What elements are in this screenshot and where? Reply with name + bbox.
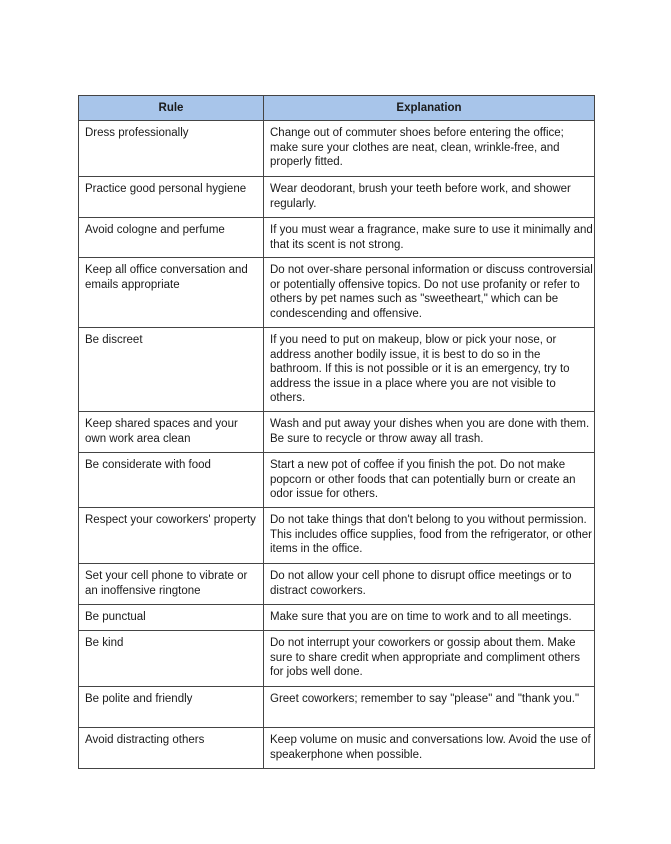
- etiquette-rules-table: [78, 95, 595, 769]
- rule-cell: Avoid cologne and perfume: [79, 218, 264, 258]
- table-row: [79, 564, 595, 605]
- explanation-cell: Wear deodorant, brush your teeth before work, and shower regularly.: [264, 177, 595, 218]
- explanation-cell: Do not allow your cell phone to disrupt office meetings or to distract coworkers.: [264, 564, 595, 605]
- rule-cell: Practice good personal hygiene: [79, 177, 264, 218]
- explanation-cell: Do not over-share personal information or discuss controversial or potentially offensive topics. Do not use profanity or refer to others by pet names such as "sweetheart," which can be condescending and offensive.: [264, 258, 595, 328]
- explanation-cell: If you must wear a fragrance, make sure to use it minimally and that its scent is not strong.: [264, 218, 595, 258]
- rule-cell: Keep all office conversation and emails appropriate: [79, 258, 264, 328]
- rule-cell: Be punctual: [79, 605, 264, 631]
- rule-cell: Respect your coworkers' property: [79, 508, 264, 564]
- rule-cell: Avoid distracting others: [79, 728, 264, 769]
- rule-cell: Dress professionally: [79, 121, 264, 177]
- table-row: [79, 412, 595, 453]
- rule-cell: Be kind: [79, 631, 264, 687]
- table-row: [79, 631, 595, 687]
- explanation-cell: Wash and put away your dishes when you are done with them. Be sure to recycle or throw away all trash.: [264, 412, 595, 453]
- table-row: [79, 177, 595, 218]
- rule-cell: Keep shared spaces and your own work area clean: [79, 412, 264, 453]
- table-header-row: [79, 96, 595, 121]
- table-row: [79, 508, 595, 564]
- explanation-cell: Make sure that you are on time to work and to all meetings.: [264, 605, 595, 631]
- table-row: [79, 687, 595, 728]
- explanation-cell: Greet coworkers; remember to say "please" and "thank you.": [264, 687, 595, 728]
- explanation-cell: Start a new pot of coffee if you finish the pot. Do not make popcorn or other foods that can potentially burn or create an odor issue for others.: [264, 453, 595, 508]
- table-row: [79, 728, 595, 769]
- table-row: [79, 605, 595, 631]
- rule-cell: Be polite and friendly: [79, 687, 264, 728]
- explanation-cell: Do not take things that don't belong to you without permission. This includes office supplies, food from the refrigerator, or other items in the office.: [264, 508, 595, 564]
- table-row: [79, 258, 595, 328]
- explanation-cell: Do not interrupt your coworkers or gossip about them. Make sure to share credit when appropriate and compliment others for jobs well done.: [264, 631, 595, 687]
- explanation-column-header: Explanation: [264, 96, 595, 121]
- explanation-cell: Change out of commuter shoes before entering the office; make sure your clothes are neat, clean, wrinkle-free, and properly fitted.: [264, 121, 595, 177]
- explanation-cell: Keep volume on music and conversations low. Avoid the use of speakerphone when possible.: [264, 728, 595, 769]
- rule-cell: Be considerate with food: [79, 453, 264, 508]
- table-row: [79, 328, 595, 412]
- table-row: [79, 453, 595, 508]
- rule-column-header: Rule: [79, 96, 264, 121]
- table-row: [79, 121, 595, 177]
- rule-cell: Be discreet: [79, 328, 264, 412]
- explanation-cell: If you need to put on makeup, blow or pick your nose, or address another bodily issue, it is best to do so in the bathroom. If this is not possible or it is an emergency, try to address the issue in a place where you are not visible to others.: [264, 328, 595, 412]
- rule-cell: Set your cell phone to vibrate or an inoffensive ringtone: [79, 564, 264, 605]
- table-row: [79, 218, 595, 258]
